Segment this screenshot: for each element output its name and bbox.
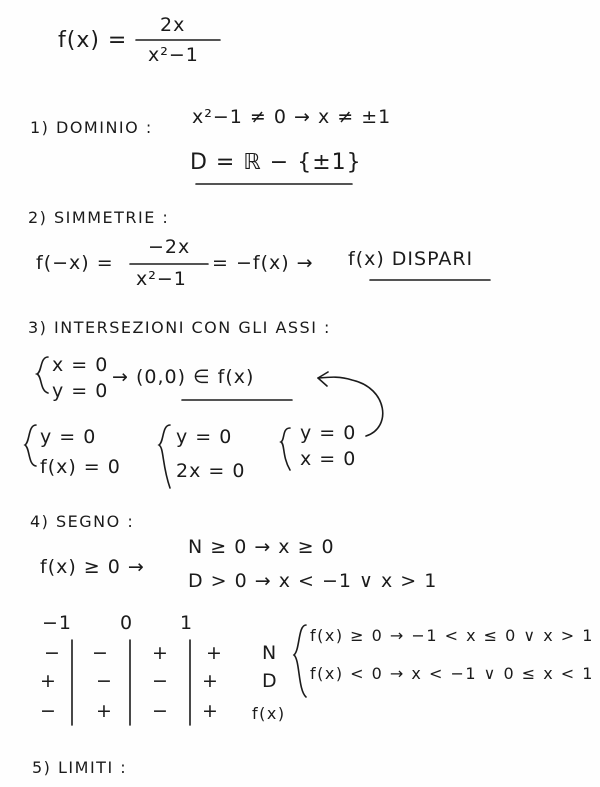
sys3-line1: y = 0 bbox=[176, 426, 233, 448]
curved-arrow-head bbox=[318, 372, 328, 386]
domain-condition: x²−1 ≠ 0 → x ≠ ±1 bbox=[192, 106, 392, 128]
section-title-limiti: 5) LIMITI : bbox=[32, 758, 128, 777]
row-n-sign: + bbox=[206, 642, 223, 664]
brace-results bbox=[294, 625, 306, 697]
row-n-sign: + bbox=[152, 642, 169, 664]
brace-sys2 bbox=[25, 425, 36, 466]
brace-sys3 bbox=[159, 425, 170, 488]
sys4-line2: x = 0 bbox=[300, 448, 357, 470]
breakpoint-zero: 0 bbox=[120, 612, 134, 634]
sys1-line2: y = 0 bbox=[52, 380, 109, 402]
function-denominator: x²−1 bbox=[148, 44, 199, 66]
row-label-d: D bbox=[262, 670, 278, 692]
sign-result-negative: f(x) < 0 → x < −1 ∨ 0 ≤ x < 1 bbox=[310, 664, 594, 683]
symmetry-result: f(x) DISPARI bbox=[348, 248, 474, 270]
row-d-sign: + bbox=[202, 670, 219, 692]
function-lhs: f(x) = bbox=[58, 28, 128, 53]
denominator-condition: D > 0 → x < −1 ∨ x > 1 bbox=[188, 570, 438, 592]
numerator-condition: N ≥ 0 → x ≥ 0 bbox=[188, 536, 335, 558]
breakpoint-minus1: −1 bbox=[42, 612, 73, 634]
domain-result: D = ℝ − {±1} bbox=[190, 150, 362, 175]
row-f-sign: + bbox=[202, 700, 219, 722]
row-f-sign: − bbox=[40, 700, 57, 722]
symmetry-rhs: = −f(x) → bbox=[212, 252, 314, 274]
sys3-line2: 2x = 0 bbox=[176, 460, 246, 482]
sys4-line1: y = 0 bbox=[300, 422, 357, 444]
row-n-sign: − bbox=[44, 642, 61, 664]
row-d-sign: − bbox=[152, 670, 169, 692]
sys2-line1: y = 0 bbox=[40, 426, 97, 448]
symmetry-lhs: f(−x) = bbox=[36, 252, 114, 274]
row-label-f: f(x) bbox=[252, 704, 286, 723]
sys2-line2: f(x) = 0 bbox=[40, 456, 121, 478]
section-title-dominio: 1) DOMINIO : bbox=[30, 118, 153, 137]
breakpoint-one: 1 bbox=[180, 612, 194, 634]
symmetry-denominator: x²−1 bbox=[136, 268, 187, 290]
section-title-segno: 4) SEGNO : bbox=[30, 512, 135, 531]
sign-inequality: f(x) ≥ 0 → bbox=[40, 556, 145, 578]
row-n-sign: − bbox=[92, 642, 109, 664]
function-numerator: 2x bbox=[160, 14, 186, 36]
sys1-result: → (0,0) ∈ f(x) bbox=[112, 366, 255, 388]
brace-sys1 bbox=[37, 357, 48, 393]
sign-result-positive: f(x) ≥ 0 → −1 < x ≤ 0 ∨ x > 1 bbox=[310, 626, 594, 645]
row-f-sign: + bbox=[96, 700, 113, 722]
section-title-simmetrie: 2) SIMMETRIE : bbox=[28, 208, 170, 227]
row-label-n: N bbox=[262, 642, 278, 664]
section-title-intersezioni: 3) INTERSEZIONI CON GLI ASSI : bbox=[28, 318, 331, 337]
row-f-sign: − bbox=[152, 700, 169, 722]
sys1-line1: x = 0 bbox=[52, 354, 109, 376]
symmetry-numerator: −2x bbox=[148, 236, 191, 258]
brace-sys4 bbox=[281, 428, 290, 470]
row-d-sign: + bbox=[40, 670, 57, 692]
row-d-sign: − bbox=[96, 670, 113, 692]
